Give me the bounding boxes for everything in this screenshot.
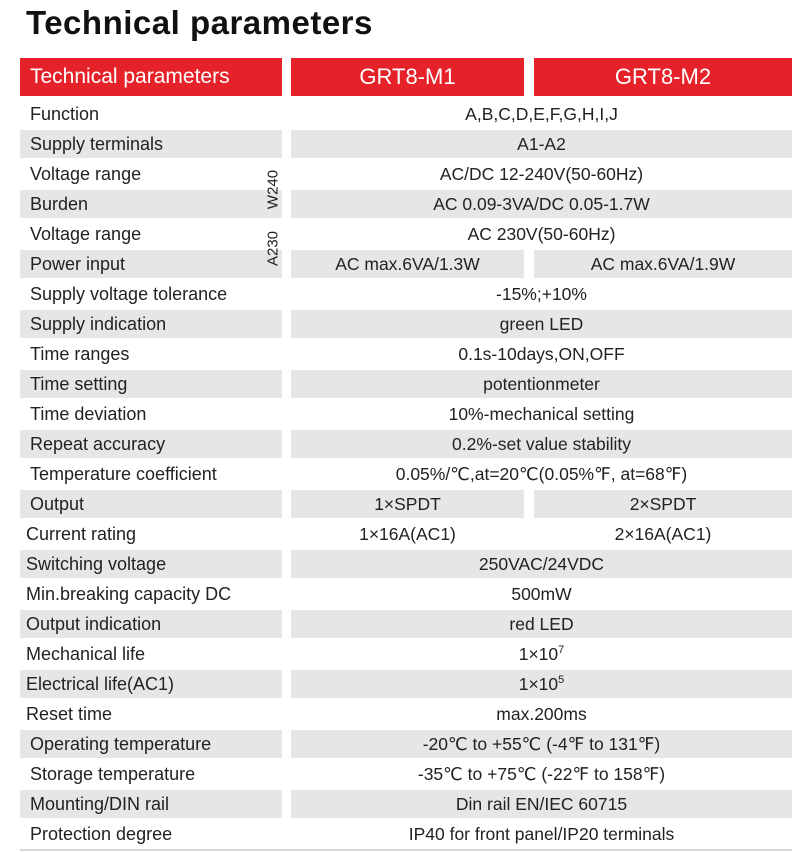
- table-row: [20, 279, 792, 309]
- row-label: Storage temperature: [30, 763, 196, 784]
- table-row: [20, 249, 792, 279]
- value-base: 1×10: [518, 673, 559, 694]
- row-label: Voltage range: [30, 223, 142, 244]
- row-value: red LED: [509, 613, 574, 634]
- row-label: Output indication: [26, 613, 162, 634]
- row-value: A1-A2: [517, 133, 566, 154]
- table-row: [20, 129, 792, 159]
- value-base: 1×10: [518, 643, 559, 664]
- row-label: Output: [30, 493, 85, 514]
- row-label: Supply indication: [30, 313, 167, 334]
- table-bottom-border: [20, 849, 792, 851]
- row-value-m2: 2×16A(AC1): [614, 523, 712, 544]
- row-value: AC 230V(50-60Hz): [467, 223, 616, 244]
- row-value: potentionmeter: [483, 373, 600, 394]
- table-row: [20, 189, 792, 219]
- value-exponent: 5: [558, 673, 565, 686]
- table-row: [20, 549, 792, 579]
- row-value: 0.2%-set value stability: [452, 433, 631, 454]
- row-label: Power input: [30, 253, 126, 274]
- row-value: 500mW: [511, 583, 572, 604]
- table-row: [20, 759, 792, 789]
- table-row: [20, 789, 792, 819]
- row-label: Temperature coefficient: [30, 463, 217, 484]
- row-label: Min.breaking capacity DC: [26, 583, 232, 604]
- row-label: Reset time: [26, 703, 113, 724]
- row-label: Mounting/DIN rail: [30, 793, 170, 814]
- row-value-m1: 1×SPDT: [374, 493, 441, 514]
- table-row: [20, 459, 792, 489]
- row-label: Function: [30, 103, 100, 124]
- row-label: Switching voltage: [26, 553, 167, 574]
- table-row: [20, 579, 792, 609]
- row-value-m1: 1×16A(AC1): [359, 523, 456, 544]
- row-value: 10%-mechanical setting: [448, 403, 635, 424]
- value-exponent: 7: [558, 643, 565, 656]
- table-row: [20, 669, 792, 699]
- row-value-m2: 2×SPDT: [629, 493, 697, 514]
- table-row: [20, 429, 792, 459]
- row-label: Supply voltage tolerance: [30, 283, 228, 304]
- row-value: AC/DC 12-240V(50-60Hz): [439, 163, 644, 184]
- row-value: 250VAC/24VDC: [478, 553, 605, 574]
- header-grt8-m1: GRT8-M1: [291, 58, 524, 96]
- table-row: [20, 369, 792, 399]
- row-value: green LED: [499, 313, 584, 334]
- row-value-m1: AC max.6VA/1.3W: [335, 253, 480, 274]
- row-value: 0.05%/℃,at=20℃(0.05%℉, at=68℉): [395, 463, 688, 484]
- row-label: Electrical life(AC1): [26, 673, 175, 694]
- header-technical-parameters: Technical parameters: [20, 58, 282, 96]
- row-label: Time deviation: [30, 403, 147, 424]
- table-row: [20, 309, 792, 339]
- row-value-m2: AC max.6VA/1.9W: [590, 253, 736, 274]
- side-label-w240: W240: [264, 169, 282, 210]
- parameters-table: [20, 99, 792, 849]
- row-label: Protection degree: [30, 823, 173, 844]
- page-title: Technical parameters: [26, 4, 373, 41]
- row-label: Voltage range: [30, 163, 142, 184]
- row-label: Current rating: [26, 523, 137, 544]
- table-row: [20, 639, 792, 669]
- row-value: A,B,C,D,E,F,G,H,I,J: [465, 103, 618, 124]
- row-label: Burden: [30, 193, 89, 214]
- row-value: Din rail EN/IEC 60715: [455, 793, 628, 814]
- row-label: Time setting: [30, 373, 128, 394]
- row-value: -20℃ to +55℃ (-4℉ to 131℉): [422, 733, 661, 754]
- side-label-a230: A230: [264, 230, 282, 267]
- table-row: [20, 99, 792, 129]
- row-label: Supply terminals: [30, 133, 164, 154]
- table-row: [20, 219, 792, 249]
- row-value: -15%;+10%: [496, 283, 587, 304]
- table-row: [20, 699, 792, 729]
- row-value: -35℃ to +75℃ (-22℉ to 158℉): [417, 763, 666, 784]
- row-label: Mechanical life: [26, 643, 146, 664]
- row-label: Operating temperature: [30, 733, 212, 754]
- table-row: [20, 819, 792, 849]
- table-row: [20, 159, 792, 189]
- row-value: 0.1s-10days,ON,OFF: [458, 343, 625, 364]
- row-value: IP40 for front panel/IP20 terminals: [408, 823, 675, 844]
- row-value: [291, 674, 792, 695]
- row-label: Repeat accuracy: [30, 433, 166, 454]
- table-row: [20, 729, 792, 759]
- header-grt8-m2: GRT8-M2: [534, 58, 792, 96]
- table-row: [20, 609, 792, 639]
- row-value: AC 0.09-3VA/DC 0.05-1.7W: [433, 193, 650, 214]
- row-value: max.200ms: [496, 703, 587, 724]
- table-row: [20, 519, 792, 549]
- table-row: [20, 339, 792, 369]
- row-label: Time ranges: [30, 343, 130, 364]
- table-row: [20, 489, 792, 519]
- row-value: [291, 644, 792, 665]
- table-row: [20, 399, 792, 429]
